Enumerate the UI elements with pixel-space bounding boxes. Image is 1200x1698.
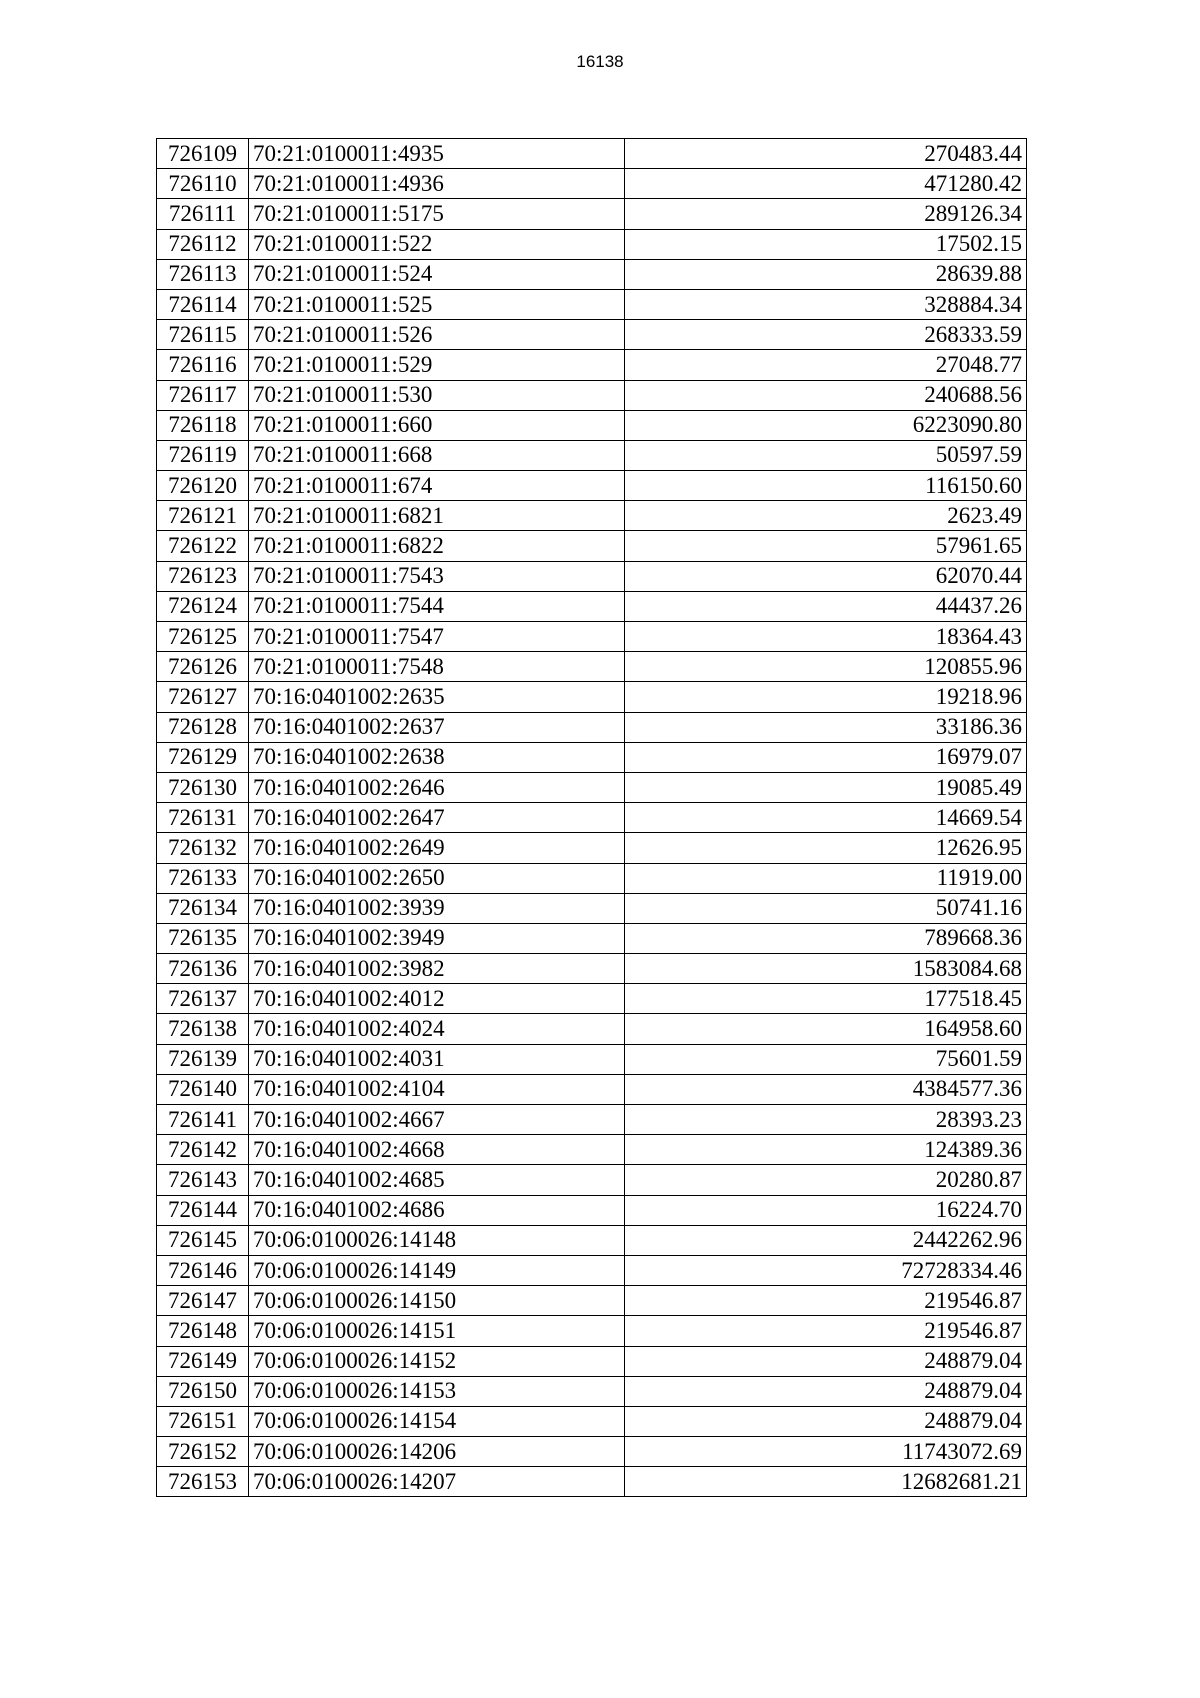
table-row: [157, 1195, 1027, 1225]
table-row: [157, 531, 1027, 561]
row-number-cell: 726120: [157, 471, 249, 501]
table-row: [157, 501, 1027, 531]
cadastral-value-cell: 12626.95: [625, 833, 1027, 863]
table-row: [157, 1014, 1027, 1044]
cadastral-value-cell: 27048.77: [625, 350, 1027, 380]
cadastral-number-cell: 70:16:0401002:4685: [249, 1165, 625, 1195]
cadastral-value-cell: 248879.04: [625, 1406, 1027, 1436]
table-row: [157, 742, 1027, 772]
cadastral-value-cell: 11919.00: [625, 863, 1027, 893]
cadastral-number-cell: 70:21:0100011:530: [249, 380, 625, 410]
row-number-cell: 726147: [157, 1286, 249, 1316]
row-number-cell: 726132: [157, 833, 249, 863]
cadastral-number-cell: 70:21:0100011:524: [249, 259, 625, 289]
row-number-cell: 726125: [157, 622, 249, 652]
row-number-cell: 726138: [157, 1014, 249, 1044]
row-number-cell: 726121: [157, 501, 249, 531]
cadastral-value-cell: 17502.15: [625, 229, 1027, 259]
cadastral-number-cell: 70:21:0100011:526: [249, 320, 625, 350]
cadastral-value-cell: 16979.07: [625, 742, 1027, 772]
cadastral-number-cell: 70:21:0100011:7547: [249, 622, 625, 652]
cadastral-value-cell: 28393.23: [625, 1105, 1027, 1135]
cadastral-value-cell: 16224.70: [625, 1195, 1027, 1225]
cadastral-number-cell: 70:16:0401002:3939: [249, 893, 625, 923]
row-number-cell: 726140: [157, 1074, 249, 1104]
cadastral-number-cell: 70:06:0100026:14150: [249, 1286, 625, 1316]
cadastral-value-cell: 124389.36: [625, 1135, 1027, 1165]
table-row: [157, 259, 1027, 289]
cadastral-number-cell: 70:21:0100011:6822: [249, 531, 625, 561]
table-row: [157, 1376, 1027, 1406]
cadastral-number-cell: 70:16:0401002:4667: [249, 1105, 625, 1135]
table-row: [157, 199, 1027, 229]
table-row: [157, 410, 1027, 440]
cadastral-number-cell: 70:16:0401002:2650: [249, 863, 625, 893]
cadastral-number-cell: 70:16:0401002:2635: [249, 682, 625, 712]
table-row: [157, 350, 1027, 380]
cadastral-number-cell: 70:21:0100011:668: [249, 440, 625, 470]
table-row: [157, 1165, 1027, 1195]
row-number-cell: 726151: [157, 1406, 249, 1436]
cadastral-value-cell: 12682681.21: [625, 1467, 1027, 1497]
row-number-cell: 726111: [157, 199, 249, 229]
cadastral-value-cell: 248879.04: [625, 1376, 1027, 1406]
row-number-cell: 726110: [157, 169, 249, 199]
cadastral-value-cell: 75601.59: [625, 1044, 1027, 1074]
row-number-cell: 726130: [157, 772, 249, 802]
cadastral-value-cell: 471280.42: [625, 169, 1027, 199]
cadastral-number-cell: 70:16:0401002:4104: [249, 1074, 625, 1104]
row-number-cell: 726131: [157, 803, 249, 833]
cadastral-value-cell: 6223090.80: [625, 410, 1027, 440]
cadastral-number-cell: 70:06:0100026:14152: [249, 1346, 625, 1376]
cadastral-number-cell: 70:21:0100011:4935: [249, 139, 625, 169]
cadastral-value-cell: 289126.34: [625, 199, 1027, 229]
cadastral-number-cell: 70:06:0100026:14206: [249, 1437, 625, 1467]
row-number-cell: 726141: [157, 1105, 249, 1135]
table-row: [157, 652, 1027, 682]
cadastral-value-cell: 248879.04: [625, 1346, 1027, 1376]
cadastral-value-cell: 219546.87: [625, 1316, 1027, 1346]
row-number-cell: 726119: [157, 440, 249, 470]
cadastral-number-cell: 70:21:0100011:522: [249, 229, 625, 259]
cadastral-value-cell: 50741.16: [625, 893, 1027, 923]
row-number-cell: 726135: [157, 923, 249, 953]
table-row: [157, 591, 1027, 621]
table-row: [157, 1074, 1027, 1104]
cadastral-value-cell: 268333.59: [625, 320, 1027, 350]
row-number-cell: 726150: [157, 1376, 249, 1406]
cadastral-value-cell: 4384577.36: [625, 1074, 1027, 1104]
table-row: [157, 380, 1027, 410]
table-row: [157, 712, 1027, 742]
table-row: [157, 1437, 1027, 1467]
cadastral-value-cell: 18364.43: [625, 622, 1027, 652]
row-number-cell: 726112: [157, 229, 249, 259]
cadastral-number-cell: 70:16:0401002:4031: [249, 1044, 625, 1074]
table-row: [157, 803, 1027, 833]
table-row: [157, 1406, 1027, 1436]
table-row: [157, 1255, 1027, 1285]
table-row: [157, 893, 1027, 923]
row-number-cell: 726139: [157, 1044, 249, 1074]
table-row: [157, 682, 1027, 712]
cadastral-value-cell: 33186.36: [625, 712, 1027, 742]
cadastral-value-cell: 14669.54: [625, 803, 1027, 833]
row-number-cell: 726127: [157, 682, 249, 712]
row-number-cell: 726114: [157, 289, 249, 319]
table-row: [157, 289, 1027, 319]
row-number-cell: 726109: [157, 139, 249, 169]
cadastral-value-cell: 789668.36: [625, 923, 1027, 953]
cadastral-number-cell: 70:16:0401002:4024: [249, 1014, 625, 1044]
cadastral-value-cell: 177518.45: [625, 984, 1027, 1014]
cadastral-number-cell: 70:21:0100011:7543: [249, 561, 625, 591]
row-number-cell: 726142: [157, 1135, 249, 1165]
cadastral-value-cell: 19085.49: [625, 772, 1027, 802]
table-row: [157, 440, 1027, 470]
cadastral-value-cell: 28639.88: [625, 259, 1027, 289]
cadastral-value-cell: 2442262.96: [625, 1225, 1027, 1255]
row-number-cell: 726122: [157, 531, 249, 561]
cadastral-value-cell: 240688.56: [625, 380, 1027, 410]
table-row: [157, 622, 1027, 652]
table-row: [157, 1286, 1027, 1316]
row-number-cell: 726137: [157, 984, 249, 1014]
cadastral-number-cell: 70:16:0401002:3982: [249, 954, 625, 984]
cadastral-number-cell: 70:06:0100026:14154: [249, 1406, 625, 1436]
row-number-cell: 726116: [157, 350, 249, 380]
cadastral-value-cell: 164958.60: [625, 1014, 1027, 1044]
row-number-cell: 726145: [157, 1225, 249, 1255]
cadastral-number-cell: 70:16:0401002:3949: [249, 923, 625, 953]
table-row: [157, 1135, 1027, 1165]
cadastral-value-cell: 57961.65: [625, 531, 1027, 561]
row-number-cell: 726149: [157, 1346, 249, 1376]
table-row: [157, 139, 1027, 169]
row-number-cell: 726134: [157, 893, 249, 923]
cadastral-number-cell: 70:16:0401002:2646: [249, 772, 625, 802]
cadastral-value-cell: 219546.87: [625, 1286, 1027, 1316]
table-row: [157, 1346, 1027, 1376]
table-row: [157, 1316, 1027, 1346]
cadastral-value-cell: 11743072.69: [625, 1437, 1027, 1467]
cadastral-value-cell: 19218.96: [625, 682, 1027, 712]
cadastral-number-cell: 70:21:0100011:7548: [249, 652, 625, 682]
table-row: [157, 833, 1027, 863]
page-number: 16138: [576, 52, 624, 71]
cadastral-number-cell: 70:16:0401002:2649: [249, 833, 625, 863]
table-row: [157, 320, 1027, 350]
table-row: [157, 1044, 1027, 1074]
cadastral-number-cell: 70:16:0401002:2638: [249, 742, 625, 772]
row-number-cell: 726118: [157, 410, 249, 440]
cadastral-number-cell: 70:21:0100011:4936: [249, 169, 625, 199]
table-row: [157, 1225, 1027, 1255]
row-number-cell: 726113: [157, 259, 249, 289]
table-row: [157, 229, 1027, 259]
cadastral-number-cell: 70:16:0401002:2637: [249, 712, 625, 742]
cadastral-number-cell: 70:06:0100026:14149: [249, 1255, 625, 1285]
cadastral-value-cell: 120855.96: [625, 652, 1027, 682]
cadastral-value-table: [156, 138, 1027, 1497]
cadastral-value-cell: 270483.44: [625, 139, 1027, 169]
cadastral-number-cell: 70:06:0100026:14148: [249, 1225, 625, 1255]
row-number-cell: 726115: [157, 320, 249, 350]
row-number-cell: 726123: [157, 561, 249, 591]
cadastral-number-cell: 70:06:0100026:14207: [249, 1467, 625, 1497]
cadastral-number-cell: 70:16:0401002:4686: [249, 1195, 625, 1225]
cadastral-value-cell: 62070.44: [625, 561, 1027, 591]
row-number-cell: 726153: [157, 1467, 249, 1497]
table-row: [157, 984, 1027, 1014]
row-number-cell: 726124: [157, 591, 249, 621]
cadastral-number-cell: 70:21:0100011:7544: [249, 591, 625, 621]
cadastral-number-cell: 70:21:0100011:5175: [249, 199, 625, 229]
table-row: [157, 471, 1027, 501]
cadastral-number-cell: 70:21:0100011:6821: [249, 501, 625, 531]
cadastral-number-cell: 70:21:0100011:660: [249, 410, 625, 440]
row-number-cell: 726136: [157, 954, 249, 984]
table-row: [157, 1467, 1027, 1497]
cadastral-value-cell: 2623.49: [625, 501, 1027, 531]
cadastral-number-cell: 70:21:0100011:529: [249, 350, 625, 380]
row-number-cell: 726148: [157, 1316, 249, 1346]
row-number-cell: 726133: [157, 863, 249, 893]
table-row: [157, 772, 1027, 802]
table-row: [157, 169, 1027, 199]
cadastral-number-cell: 70:21:0100011:674: [249, 471, 625, 501]
row-number-cell: 726128: [157, 712, 249, 742]
table-row: [157, 954, 1027, 984]
row-number-cell: 726152: [157, 1437, 249, 1467]
row-number-cell: 726117: [157, 380, 249, 410]
cadastral-value-cell: 1583084.68: [625, 954, 1027, 984]
row-number-cell: 726143: [157, 1165, 249, 1195]
cadastral-value-cell: 50597.59: [625, 440, 1027, 470]
cadastral-value-cell: 44437.26: [625, 591, 1027, 621]
row-number-cell: 726129: [157, 742, 249, 772]
cadastral-value-cell: 328884.34: [625, 289, 1027, 319]
row-number-cell: 726146: [157, 1255, 249, 1285]
row-number-cell: 726144: [157, 1195, 249, 1225]
table-row: [157, 923, 1027, 953]
cadastral-number-cell: 70:06:0100026:14153: [249, 1376, 625, 1406]
row-number-cell: 726126: [157, 652, 249, 682]
cadastral-number-cell: 70:16:0401002:4012: [249, 984, 625, 1014]
table-row: [157, 863, 1027, 893]
table-body: [157, 139, 1027, 1497]
table-row: [157, 1105, 1027, 1135]
cadastral-number-cell: 70:16:0401002:2647: [249, 803, 625, 833]
table-row: [157, 561, 1027, 591]
cadastral-number-cell: 70:06:0100026:14151: [249, 1316, 625, 1346]
cadastral-number-cell: 70:21:0100011:525: [249, 289, 625, 319]
cadastral-value-cell: 72728334.46: [625, 1255, 1027, 1285]
cadastral-value-cell: 116150.60: [625, 471, 1027, 501]
cadastral-number-cell: 70:16:0401002:4668: [249, 1135, 625, 1165]
cadastral-value-cell: 20280.87: [625, 1165, 1027, 1195]
